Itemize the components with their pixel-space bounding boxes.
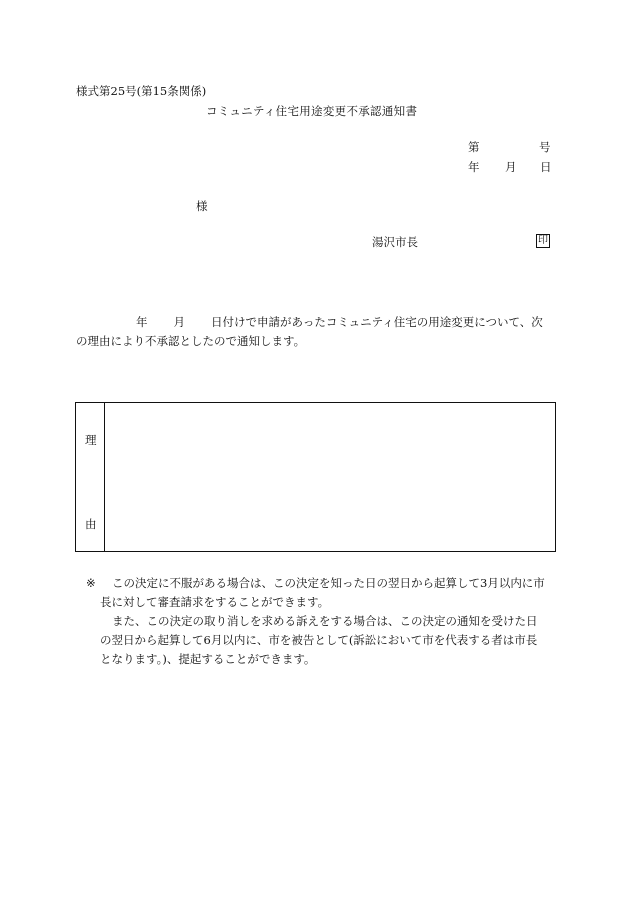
body-paragraph — [76, 313, 554, 351]
body-month-label: 月 — [173, 315, 185, 329]
form-number-label: 様式第25号(第15条関係) — [76, 84, 207, 98]
seal-mark: 印 — [538, 235, 548, 246]
reason-content-area — [106, 403, 555, 551]
addressee-honorific: 様 — [196, 199, 208, 213]
issuer-name: 湯沢市長 — [372, 235, 418, 249]
body-year-label: 年 — [136, 315, 148, 329]
body-line-1 — [76, 313, 554, 332]
reason-label-char-2: 由 — [85, 517, 97, 531]
document-title: コミュニティ住宅用途変更不承認通知書 — [206, 104, 418, 118]
body-line-1-text: 日付けで申請があったコミュニティ住宅の用途変更について、次 — [211, 315, 543, 329]
note-p2-line3: となります。)、提起することができます。 — [100, 652, 316, 666]
date-month-label: 月 — [505, 160, 517, 174]
notes-section — [86, 574, 556, 669]
body-line-2: の理由により不承認としたので通知します。 — [76, 334, 306, 348]
date-year-label: 年 — [468, 160, 480, 174]
note-line-1 — [86, 574, 556, 593]
note-mark: ※ — [86, 576, 96, 590]
document-number-suffix: 号 — [539, 140, 551, 154]
note-p2-line2: の翌日から起算して6月以内に、市を被告として(訴訟において市を代表する者は市長 — [100, 633, 538, 647]
document-number-prefix: 第 — [468, 140, 480, 154]
note-p1-line2: 長に対して審査請求をすることができます。 — [100, 595, 330, 609]
reason-box — [75, 402, 556, 552]
note-p1-line1: この決定に不服がある場合は、この決定を知った日の翌日から起算して3月以内に市 — [112, 576, 545, 590]
note-p2-line1: また、この決定の取り消しを求める訴えをする場合は、この決定の通知を受けた日 — [112, 614, 538, 628]
reason-label-char-1: 理 — [85, 433, 97, 447]
reason-label-column — [76, 403, 105, 551]
date-day-label: 日 — [540, 160, 552, 174]
